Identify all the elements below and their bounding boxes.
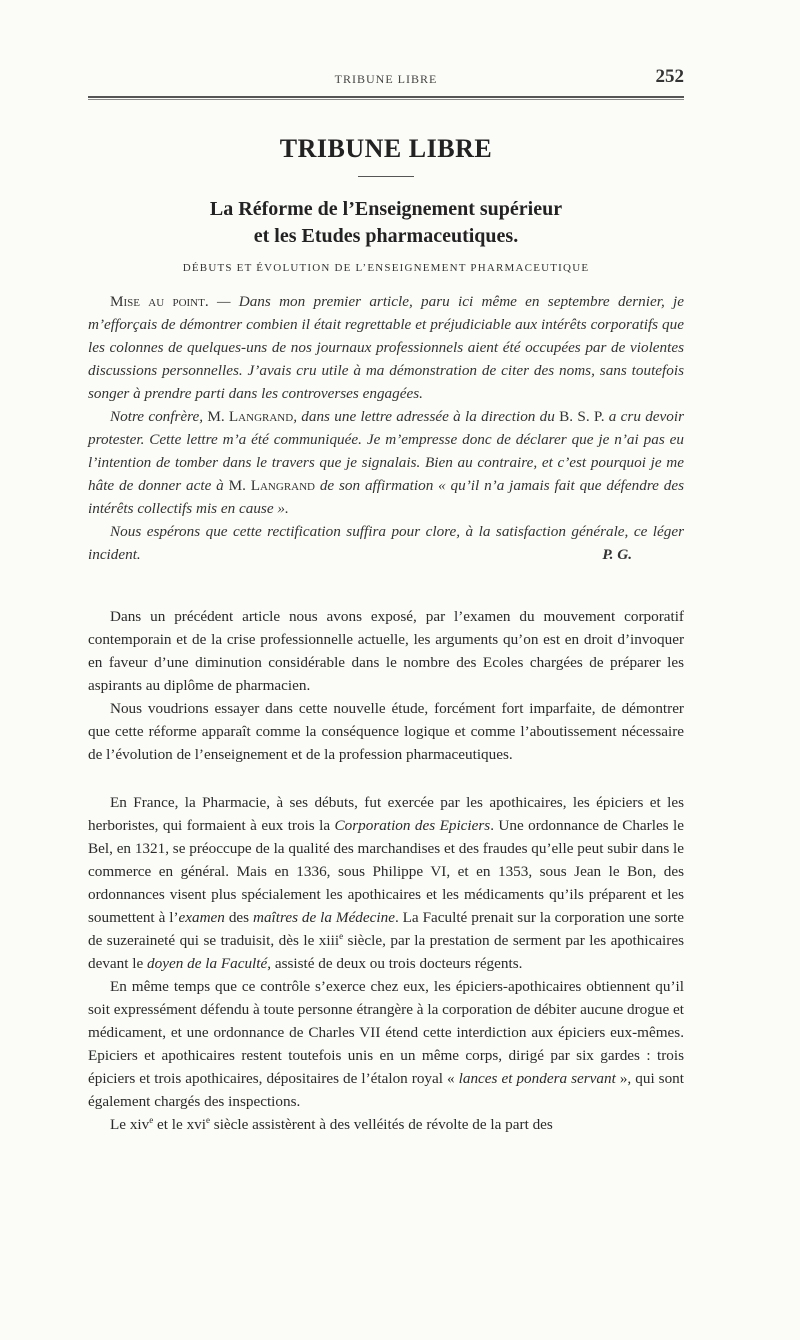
body-paragraph-3 bbox=[88, 791, 684, 975]
body-text: En même temps que ce contrôle s’exerce chez eux, les épiciers-apothicaires obtiennent qu’il soit expressément défendu à toute personne étrangère à la corporation de débiter aucune drogue et médicament, et une ordonnance de Charles VII étend cette interdiction aux épiciers eux-mêmes. Epiciers et apothicaires restent toutefois unis en un même corps, dirigé par six gardes : trois épiciers et trois apothicaires, dépositaires de l’étalon royal « bbox=[88, 978, 684, 1087]
note-lead: Mise au point. bbox=[110, 293, 209, 310]
note-paragraph-3 bbox=[88, 520, 684, 566]
subtitle-line-2: et les Etudes pharmaceutiques. bbox=[253, 225, 519, 247]
body-text: des bbox=[224, 909, 253, 926]
note-text-1: — Dans mon premier article, paru ici même en septembre dernier, je m’efforçais de démontrer combien il était regrettable et préjudiciable aux intérêts corporatifs que les colonnes de quelques-uns de nos journaux professionnels aient été occupées par de violentes discussions personnelles. J’avais cru utile à ma démonstration de citer des noms, sans toutefois songer à prendre parti dans les controverses engagées. bbox=[88, 293, 685, 402]
emphasis: maîtres de la Médecine bbox=[253, 909, 395, 926]
person-name: M. Langrand bbox=[207, 408, 294, 425]
body-paragraph-5 bbox=[88, 1113, 684, 1136]
article-subtitle bbox=[88, 196, 684, 250]
body-text: . La Faculté prenait sur la corporation une sorte de suzeraineté qui se traduisit, dès le bbox=[88, 909, 684, 949]
body-text: , assisté de deux ou trois docteurs régents. bbox=[267, 955, 523, 972]
running-title: TRIBUNE LIBRE bbox=[334, 72, 438, 86]
article-body bbox=[88, 605, 684, 1136]
note-paragraph-2 bbox=[88, 405, 684, 520]
emphasis: doyen de la Faculté bbox=[147, 955, 268, 972]
note-text-2d: de son affirmation « qu’il n’a jamais fait que défendre des intérêts collectifs mis en cause ». bbox=[88, 477, 684, 517]
century-numeral: xiv bbox=[129, 1116, 150, 1133]
editorial-note bbox=[88, 290, 684, 566]
header-rule bbox=[88, 96, 684, 100]
person-name: M. Langrand bbox=[228, 477, 315, 494]
body-paragraph-1: Dans un précédent article nous avons exposé, par l’examen du mouvement corporatif contemporain et de la crise professionnelle actuelle, les arguments qu’on est en droit d’invoquer en faveur d’une diminution considérable dans le nombre des Ecoles chargées de préparer les aspirants au diplôme de pharmacien. bbox=[88, 608, 684, 694]
organisation-name: B. S. P. bbox=[559, 408, 605, 425]
body-text: En France, la Pharmacie, à ses débuts, fut exercée par les apothicaires, les épiciers et les herboristes, qui formaient à eux trois la bbox=[88, 794, 684, 834]
century-numeral: xvi bbox=[186, 1116, 206, 1133]
signature: P. G. bbox=[602, 546, 632, 563]
emphasis: examen bbox=[178, 909, 225, 926]
body-text: et le bbox=[153, 1116, 187, 1133]
emphasis: lances et pondera servant bbox=[458, 1070, 616, 1087]
subtitle-line-1: La Réforme de l’Enseignement supérieur bbox=[209, 198, 563, 220]
note-text-2b: , dans une lettre adressée à la direction du bbox=[293, 408, 560, 425]
article-title: TRIBUNE LIBRE bbox=[279, 134, 493, 163]
superscript: e bbox=[205, 1114, 210, 1125]
body-text: siècle assistèrent à des velléités de révolte de la part des bbox=[209, 1116, 553, 1133]
body-text: Le bbox=[110, 1116, 130, 1133]
title-rule bbox=[358, 176, 414, 177]
page-number: 252 bbox=[655, 66, 684, 87]
superscript: e bbox=[149, 1114, 154, 1125]
note-text-2a: Notre confrère, bbox=[110, 408, 208, 425]
body-text: », qui sont également chargés des inspections. bbox=[88, 1070, 684, 1110]
century-numeral: xiii bbox=[318, 932, 340, 949]
body-text: . Une ordonnance de Charles le Bel, en 1321, se préoccupe de la qualité des marchandises et des fraudes qu’elle peut subir dans le commerce en général. Mais en 1336, sous Philippe VI, et en 1353, sous Jean le Bon, des ordonnances visent plus spécialement les apothicaires et les médicaments qu’ils préparent et les soumettent à l’ bbox=[88, 817, 684, 926]
note-text-2c: a cru devoir protester. Cette lettre m’a été communiquée. Je m’empresse donc de déclarer que je n’ai pas eu l’intention de tomber dans le travers que je signalais. Bien au contraire, et c’est pourquoi je me hâte de donner acte à bbox=[88, 408, 685, 494]
section-heading: DÉBUTS ET ÉVOLUTION DE L’ENSEIGNEMENT PHARMACEUTIQUE bbox=[182, 262, 590, 274]
body-text: siècle, par la prestation de serment par les apothicaires devant le bbox=[88, 932, 684, 972]
body-paragraph-2: Nous voudrions essayer dans cette nouvelle étude, forcément fort imparfaite, de démontrer que cette réforme apparaît comme la conséquence logique et comme l’aboutissement nécessaire de l’évolution de l’enseignement et de la profession pharmaceutiques. bbox=[88, 700, 684, 763]
page-header bbox=[88, 68, 684, 90]
note-paragraph-1 bbox=[88, 290, 684, 405]
superscript: e bbox=[339, 930, 344, 941]
emphasis: Corporation des Epiciers bbox=[334, 817, 491, 834]
note-text-3: Nous espérons que cette rectification suffira pour clore, à la satisfaction générale, ce léger incident. bbox=[88, 523, 684, 563]
body-paragraph-4 bbox=[88, 975, 684, 1113]
